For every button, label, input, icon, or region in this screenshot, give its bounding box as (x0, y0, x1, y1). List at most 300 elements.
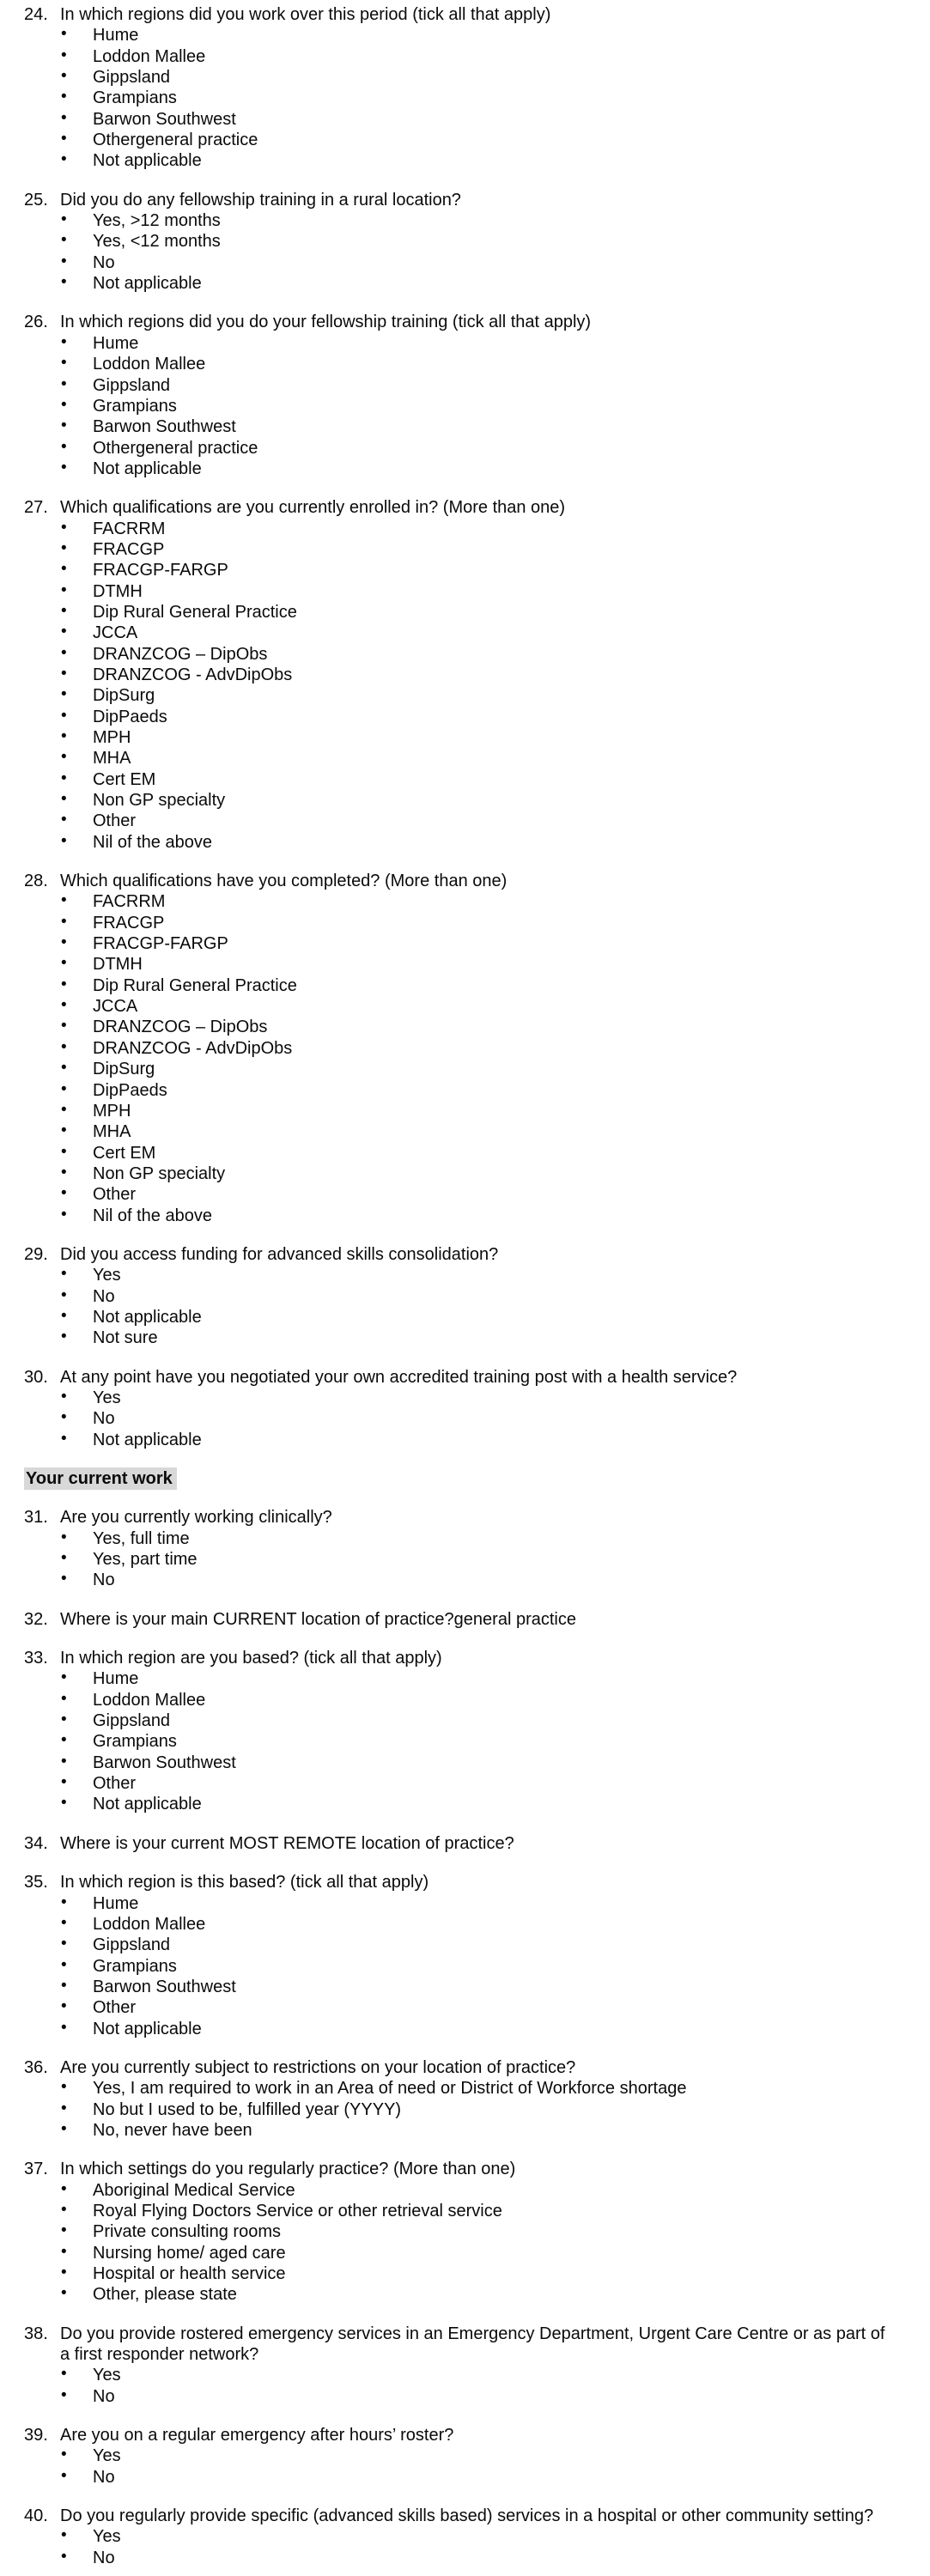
bullet-icon: • (61, 1163, 67, 1182)
bullet-icon: • (61, 2179, 67, 2198)
bullet-icon: • (61, 2242, 67, 2261)
option-item (0, 231, 930, 252)
bullet-icon: • (61, 2200, 67, 2219)
bullet-icon: • (61, 790, 67, 809)
question-34 (0, 1833, 930, 1854)
question-24 (0, 4, 930, 172)
options-list (0, 1265, 930, 1348)
option-item (0, 623, 930, 643)
bullet-icon: • (61, 2263, 67, 2281)
bullet-icon: • (61, 1100, 67, 1119)
option-label: MHA (93, 749, 131, 769)
option-item (0, 1080, 930, 1101)
question-line (0, 2324, 930, 2366)
bullet-icon: • (61, 748, 67, 767)
options-list (0, 1668, 930, 1814)
question-number: 37. (24, 2160, 48, 2179)
option-item (0, 1753, 930, 1773)
option-item (0, 1206, 930, 1226)
option-label: Yes, full time (93, 1528, 190, 1548)
option-item (0, 1184, 930, 1205)
bullet-icon: • (61, 685, 67, 704)
question-number: 39. (24, 2426, 48, 2445)
option-item (0, 109, 930, 130)
question-line (0, 497, 930, 518)
bullet-icon: • (61, 1528, 67, 1546)
options-list (0, 2078, 930, 2141)
question-line (0, 1244, 930, 1265)
bullet-icon: • (61, 580, 67, 599)
option-item (0, 790, 930, 811)
bullet-icon: • (61, 1668, 67, 1687)
option-label: Yes (93, 2527, 121, 2547)
bullet-icon: • (61, 769, 67, 787)
option-item (0, 1408, 930, 1429)
question-39 (0, 2425, 930, 2488)
option-item (0, 2467, 930, 2488)
question-line (0, 2506, 930, 2526)
option-label: Dip Rural General Practice (93, 602, 297, 622)
bullet-icon: • (61, 1429, 67, 1448)
option-label: DRANZCOG – DipObs (93, 644, 268, 664)
bullet-icon: • (61, 374, 67, 393)
option-label: Gippsland (93, 1711, 171, 1731)
bullet-icon: • (61, 2466, 67, 2485)
option-label: Other (93, 1185, 137, 1205)
options-list (0, 210, 930, 294)
option-label: Not applicable (93, 1430, 202, 1449)
bullet-icon: • (61, 354, 67, 373)
question-line (0, 1872, 930, 1893)
option-label: Other (93, 1998, 137, 2018)
option-label: No (93, 2386, 115, 2406)
question-line (0, 2057, 930, 2078)
question-28 (0, 871, 930, 1226)
option-label: Hospital or health service (93, 2264, 286, 2283)
option-label: Grampians (93, 88, 177, 108)
options-list (0, 1388, 930, 1450)
option-label: JCCA (93, 997, 138, 1017)
option-item (0, 396, 930, 416)
bullet-icon: • (61, 2284, 67, 2303)
option-label: DRANZCOG - AdvDipObs (93, 665, 293, 684)
option-item (0, 2078, 930, 2099)
question-31 (0, 1507, 930, 1590)
bullet-icon: • (61, 706, 67, 725)
option-label: Not applicable (93, 1307, 202, 1327)
option-label: Hume (93, 26, 139, 46)
option-label: Grampians (93, 1732, 177, 1752)
options-list (0, 1528, 930, 1591)
option-item (0, 811, 930, 831)
option-item (0, 1549, 930, 1570)
option-label: Nursing home/ aged care (93, 2243, 286, 2263)
question-number: 27. (24, 498, 48, 518)
option-item (0, 354, 930, 374)
bullet-icon: • (61, 623, 67, 641)
option-label: DTMH (93, 581, 143, 601)
option-item (0, 519, 930, 539)
option-label: DipSurg (93, 1060, 155, 1079)
option-label: MHA (93, 1122, 131, 1142)
option-item (0, 954, 930, 975)
option-label: No (93, 1409, 115, 1429)
option-item (0, 1935, 930, 1955)
question-number: 25. (24, 190, 48, 210)
question-text: Do you provide rostered emergency services in an Emergency Department, Urgent Care Centre or as part of a first responder network? (60, 2324, 885, 2365)
option-item (0, 2386, 930, 2407)
option-label: No, never have been (93, 2120, 252, 2140)
option-label: Yes (93, 2446, 121, 2466)
question-26 (0, 312, 930, 479)
option-item (0, 1143, 930, 1163)
option-item (0, 769, 930, 790)
option-label: No (93, 2467, 115, 2487)
bullet-icon: • (61, 996, 67, 1015)
option-item (0, 2099, 930, 2120)
option-item (0, 1914, 930, 1935)
option-item (0, 46, 930, 67)
option-item (0, 644, 930, 665)
question-number: 31. (24, 1508, 48, 1528)
option-item (0, 707, 930, 727)
bullet-icon: • (61, 273, 67, 292)
question-line (0, 1367, 930, 1388)
question-text: In which regions did you work over this period (tick all that apply) (60, 5, 551, 24)
question-text: Where is your current MOST REMOTE location of practice? (60, 1833, 514, 1853)
option-label: Loddon Mallee (93, 1690, 206, 1710)
option-label: JCCA (93, 623, 138, 643)
question-number: 30. (24, 1367, 48, 1387)
option-label: Gippsland (93, 375, 171, 395)
option-item (0, 1038, 930, 1059)
option-item (0, 581, 930, 602)
question-text: In which region is this based? (tick all that apply) (60, 1873, 429, 1893)
option-label: Yes, part time (93, 1550, 198, 1570)
option-label: Not sure (93, 1328, 158, 1348)
options-list (0, 2445, 930, 2488)
option-item (0, 2263, 930, 2284)
option-item (0, 539, 930, 560)
bullet-icon: • (61, 664, 67, 683)
option-item (0, 1690, 930, 1710)
option-label: Cert EM (93, 1143, 156, 1163)
bullet-icon: • (61, 1549, 67, 1568)
option-label: Hume (93, 1893, 139, 1913)
bullet-icon: • (61, 88, 67, 106)
bullet-icon: • (61, 1976, 67, 1995)
question-text: Are you on a regular emergency after hours’ roster? (60, 2426, 454, 2445)
question-number: 26. (24, 313, 48, 332)
option-label: Not applicable (93, 2019, 202, 2038)
bullet-icon: • (61, 332, 67, 351)
option-label: Other (93, 1774, 137, 1794)
bullet-icon: • (61, 1955, 67, 1974)
option-item (0, 150, 930, 171)
option-item (0, 2019, 930, 2039)
question-line (0, 2425, 930, 2445)
bullet-icon: • (61, 1079, 67, 1098)
option-item (0, 1893, 930, 1914)
option-label: FACRRM (93, 519, 166, 538)
option-item (0, 1773, 930, 1794)
bullet-icon: • (61, 252, 67, 270)
bullet-icon: • (61, 437, 67, 456)
option-item (0, 25, 930, 46)
question-text: Where is your main CURRENT location of practice?general practice (60, 1609, 576, 1629)
options-list (0, 1893, 930, 2039)
option-item (0, 1731, 930, 1752)
bullet-icon: • (61, 46, 67, 64)
question-line (0, 2159, 930, 2179)
option-label: Barwon Southwest (93, 1753, 236, 1772)
option-item (0, 1956, 930, 1977)
option-item (0, 1977, 930, 1997)
options-list (0, 2526, 930, 2568)
question-29 (0, 1244, 930, 1349)
bullet-icon: • (61, 1059, 67, 1078)
bullet-icon: • (61, 831, 67, 850)
option-label: Not applicable (93, 1795, 202, 1814)
options-list (0, 891, 930, 1226)
bullet-icon: • (61, 1184, 67, 1203)
question-line (0, 1507, 930, 1528)
option-item (0, 333, 930, 354)
bullet-icon: • (61, 954, 67, 973)
option-label: Othergeneral practice (93, 438, 258, 458)
option-label: No (93, 252, 115, 272)
option-label: FRACGP-FARGP (93, 934, 228, 954)
bullet-icon: • (61, 2547, 67, 2566)
bullet-icon: • (61, 1387, 67, 1406)
option-label: Not applicable (93, 274, 202, 294)
option-label: No (93, 1286, 115, 1306)
option-item (0, 602, 930, 623)
option-item (0, 832, 930, 853)
option-label: Yes (93, 1266, 121, 1285)
option-label: Grampians (93, 396, 177, 416)
question-text: Are you currently working clinically? (60, 1508, 332, 1528)
section-heading-text: Your current work (24, 1467, 177, 1490)
bullet-icon: • (61, 1710, 67, 1729)
bullet-icon: • (61, 395, 67, 414)
bullet-icon: • (61, 1997, 67, 2016)
question-text: In which region are you based? (tick all that apply) (60, 1649, 442, 1668)
question-33 (0, 1648, 930, 1815)
bullet-icon: • (61, 231, 67, 250)
option-item (0, 130, 930, 150)
option-label: Yes, >12 months (93, 211, 221, 231)
bullet-icon: • (61, 2078, 67, 2097)
option-label: Other (93, 811, 137, 831)
question-text: Which qualifications have you completed? (More than one) (60, 872, 508, 891)
option-item (0, 375, 930, 396)
bullet-icon: • (61, 67, 67, 86)
option-label: MPH (93, 728, 131, 747)
option-label: Loddon Mallee (93, 355, 206, 374)
question-text: Which qualifications are you currently enrolled in? (More than one) (60, 498, 566, 518)
question-32 (0, 1609, 930, 1630)
option-label: Loddon Mallee (93, 46, 206, 66)
bullet-icon: • (61, 1731, 67, 1750)
question-number: 33. (24, 1649, 48, 1668)
question-25 (0, 190, 930, 295)
option-label: No (93, 1571, 115, 1590)
bullet-icon: • (61, 727, 67, 745)
option-item (0, 88, 930, 108)
option-label: FRACGP-FARGP (93, 561, 228, 580)
option-item (0, 2221, 930, 2242)
bullet-icon: • (61, 2018, 67, 2037)
option-item (0, 2201, 930, 2221)
option-label: Royal Flying Doctors Service or other retrieval service (93, 2201, 502, 2221)
option-item (0, 727, 930, 748)
option-label: DipPaeds (93, 707, 167, 726)
bullet-icon: • (61, 1285, 67, 1304)
option-item (0, 891, 930, 912)
bullet-icon: • (61, 1327, 67, 1346)
bullet-icon: • (61, 25, 67, 44)
option-item (0, 2548, 930, 2568)
option-label: Other, please state (93, 2285, 237, 2305)
bullet-icon: • (61, 560, 67, 579)
option-item (0, 2120, 930, 2141)
option-label: DTMH (93, 955, 143, 975)
bullet-icon: • (61, 1913, 67, 1932)
option-label: Othergeneral practice (93, 131, 258, 150)
option-label: DipSurg (93, 686, 155, 706)
option-item (0, 748, 930, 769)
option-item (0, 210, 930, 231)
option-item (0, 459, 930, 479)
option-label: Not applicable (93, 151, 202, 171)
option-label: Non GP specialty (93, 1163, 226, 1183)
bullet-icon: • (61, 1121, 67, 1140)
option-item (0, 1101, 930, 1121)
option-label: Nil of the above (93, 832, 212, 852)
options-list (0, 333, 930, 479)
option-label: No but I used to be, fulfilled year (YYYY) (93, 2099, 402, 2119)
question-number: 24. (24, 5, 48, 24)
option-label: Yes, I am required to work in an Area of need or District of Workforce shortage (93, 2079, 687, 2099)
option-label: Yes (93, 1388, 121, 1407)
question-30 (0, 1367, 930, 1450)
bullet-icon: • (61, 2119, 67, 2138)
bullet-icon: • (61, 1773, 67, 1792)
option-item (0, 1388, 930, 1408)
option-item (0, 1794, 930, 1814)
option-item (0, 1286, 930, 1307)
option-item (0, 273, 930, 294)
option-item (0, 2365, 930, 2385)
option-item (0, 933, 930, 954)
bullet-icon: • (61, 1689, 67, 1708)
option-item (0, 67, 930, 88)
option-label: Hume (93, 1669, 139, 1689)
option-item (0, 2284, 930, 2305)
option-item (0, 1017, 930, 1037)
question-number: 28. (24, 872, 48, 891)
bullet-icon: • (61, 1037, 67, 1056)
option-label: Nil of the above (93, 1206, 212, 1225)
option-item (0, 416, 930, 437)
bullet-icon: • (61, 210, 67, 229)
option-label: Barwon Southwest (93, 109, 236, 129)
question-line (0, 312, 930, 332)
bullet-icon: • (61, 1794, 67, 1813)
option-label: Dip Rural General Practice (93, 975, 297, 995)
question-line (0, 1609, 930, 1630)
question-27 (0, 497, 930, 853)
bullet-icon: • (61, 601, 67, 620)
option-label: Hume (93, 333, 139, 353)
option-item (0, 438, 930, 459)
option-item (0, 996, 930, 1017)
question-text: Are you currently subject to restrictions on your location of practice? (60, 2057, 576, 2077)
bullet-icon: • (61, 1142, 67, 1161)
question-text: At any point have you negotiated your own accredited training post with a health service? (60, 1367, 738, 1387)
question-line (0, 1648, 930, 1668)
options-list (0, 2180, 930, 2306)
option-label: FACRRM (93, 892, 166, 912)
option-item (0, 975, 930, 996)
question-text: Did you access funding for advanced skills consolidation? (60, 1244, 499, 1264)
option-label: Aboriginal Medical Service (93, 2180, 295, 2200)
bullet-icon: • (61, 1752, 67, 1771)
option-item (0, 2180, 930, 2201)
bullet-icon: • (61, 1265, 67, 1284)
question-number: 40. (24, 2506, 48, 2526)
option-label: Not applicable (93, 459, 202, 478)
option-label: DRANZCOG – DipObs (93, 1018, 268, 1037)
bullet-icon: • (61, 2385, 67, 2404)
option-label: MPH (93, 1101, 131, 1121)
bullet-icon: • (61, 150, 67, 169)
option-item (0, 1121, 930, 1142)
question-37 (0, 2159, 930, 2305)
bullet-icon: • (61, 811, 67, 829)
bullet-icon: • (61, 2221, 67, 2240)
options-list (0, 2365, 930, 2407)
option-label: FRACGP (93, 913, 165, 933)
option-item (0, 1997, 930, 2018)
bullet-icon: • (61, 1408, 67, 1427)
question-36 (0, 2057, 930, 2141)
option-label: Yes, <12 months (93, 232, 221, 252)
bullet-icon: • (61, 518, 67, 537)
options-list (0, 519, 930, 854)
bullet-icon: • (61, 891, 67, 910)
option-label: DipPaeds (93, 1080, 167, 1100)
option-label: Private consulting rooms (93, 2222, 281, 2242)
option-item (0, 913, 930, 933)
option-label: Barwon Southwest (93, 417, 236, 437)
bullet-icon: • (61, 1017, 67, 1036)
option-item (0, 1265, 930, 1285)
bullet-icon: • (61, 2445, 67, 2464)
question-number: 38. (24, 2324, 48, 2343)
question-number: 35. (24, 1873, 48, 1893)
option-label: Yes (93, 2366, 121, 2385)
option-item (0, 2243, 930, 2263)
option-label: Cert EM (93, 769, 156, 789)
bullet-icon: • (61, 1935, 67, 1953)
bullet-icon: • (61, 2526, 67, 2545)
option-item (0, 1528, 930, 1549)
option-label: Grampians (93, 1956, 177, 1976)
option-item (0, 560, 930, 580)
bullet-icon: • (61, 643, 67, 662)
